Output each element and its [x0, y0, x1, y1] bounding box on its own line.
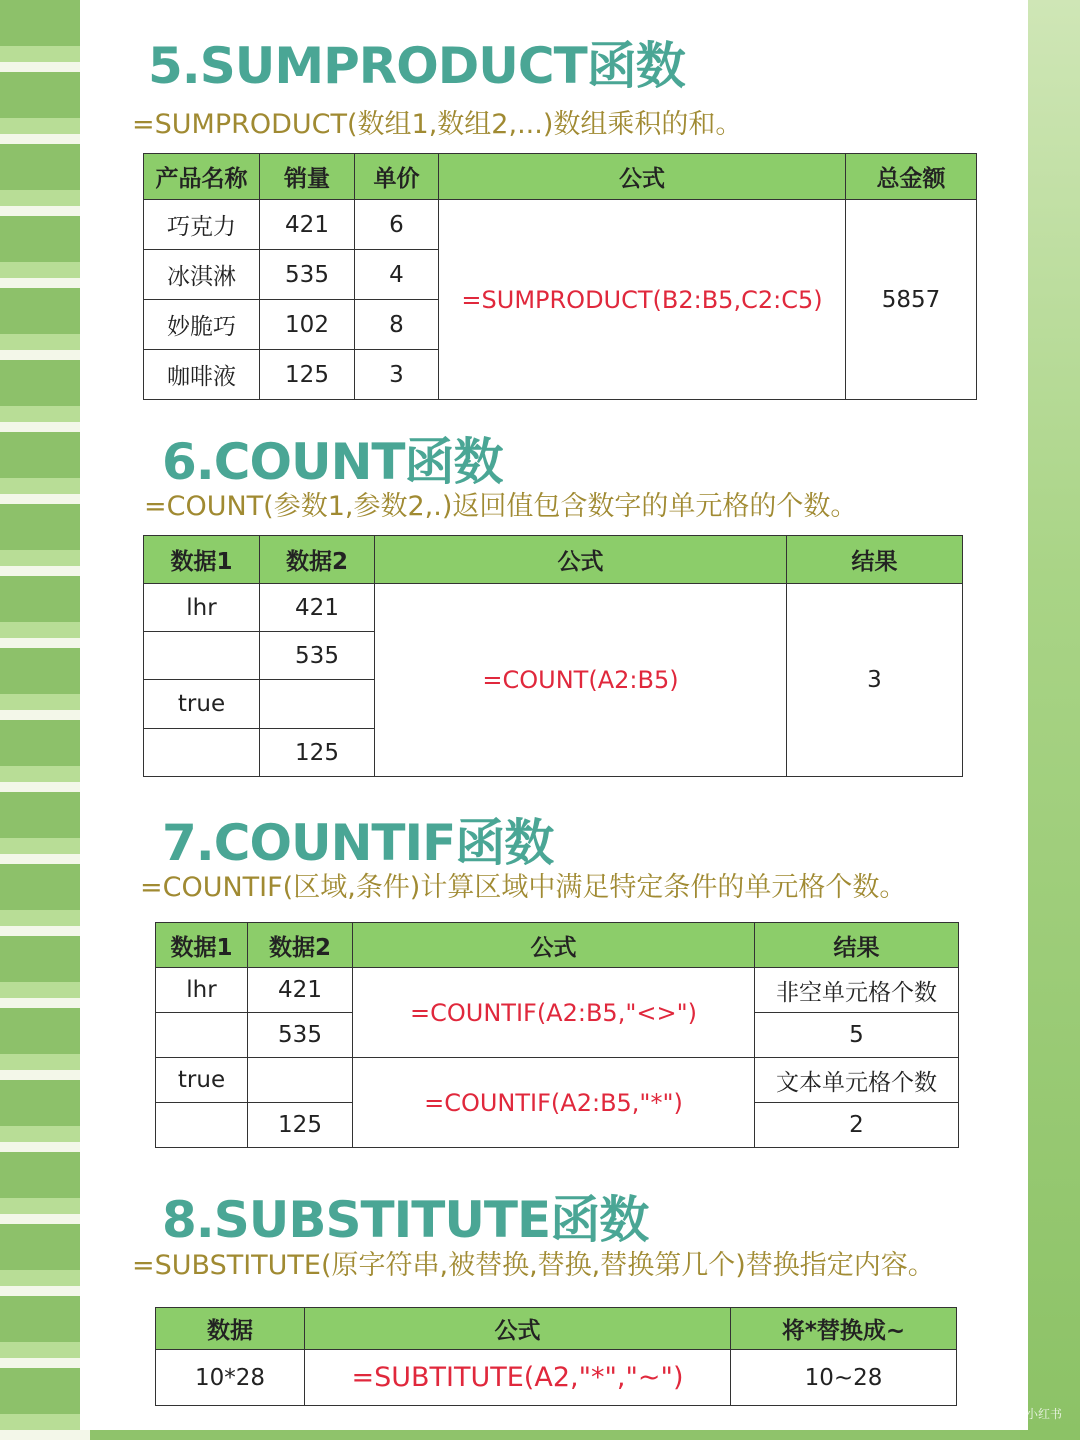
s5-table — [143, 153, 977, 400]
s6-cell — [144, 729, 260, 777]
s7-description: =COUNTIF(区域,条件)计算区域中满足特定条件的单元格个数。 — [140, 872, 907, 903]
s6-cell: 125 — [260, 729, 375, 777]
s5-header: 总金额 — [846, 154, 977, 200]
right-decoration — [1020, 0, 1080, 1440]
s7-cell: lhr — [156, 968, 248, 1013]
s6-header: 公式 — [375, 536, 787, 584]
s6-cell: true — [144, 680, 260, 729]
s8-header: 数据 — [156, 1308, 305, 1350]
s5-header: 单价 — [355, 154, 439, 200]
s7-header: 数据1 — [156, 923, 248, 968]
s8-title: 8.SUBSTITUTE函数 — [162, 1191, 649, 1249]
s6-formula: =COUNT(A2:B5) — [375, 584, 787, 777]
s7-result-1: 5 — [755, 1013, 959, 1058]
s6-title: 6.COUNT函数 — [162, 433, 503, 491]
s6-header: 数据2 — [260, 536, 375, 584]
s7-cell: 535 — [248, 1013, 353, 1058]
s6-cell — [144, 632, 260, 680]
s8-header: 公式 — [305, 1308, 731, 1350]
s7-result-2: 2 — [755, 1103, 959, 1148]
s8-result: 10~28 — [731, 1350, 957, 1406]
s5-description: =SUMPRODUCT(数组1,数组2,...)数组乘积的和。 — [132, 109, 743, 140]
s7-header: 公式 — [353, 923, 755, 968]
s5-cell: 421 — [260, 200, 355, 250]
s5-cell: 8 — [355, 300, 439, 350]
s5-cell: 3 — [355, 350, 439, 400]
s7-title: 7.COUNTIF函数 — [162, 814, 554, 872]
s8-formula: =SUBTITUTE(A2,"*","~") — [305, 1350, 731, 1406]
s5-cell: 冰淇淋 — [144, 250, 260, 300]
s7-formula-2: =COUNTIF(A2:B5,"*") — [353, 1058, 755, 1148]
s6-result: 3 — [787, 584, 963, 777]
s7-cell: 421 — [248, 968, 353, 1013]
s8-description: =SUBSTITUTE(原字符串,被替换,替换,替换第几个)替换指定内容。 — [132, 1250, 935, 1281]
left-decoration — [0, 0, 90, 1440]
s5-cell: 巧克力 — [144, 200, 260, 250]
s6-description: =COUNT(参数1,参数2,.)返回值包含数字的单元格的个数。 — [144, 491, 858, 522]
s8-table — [155, 1307, 957, 1406]
s6-cell: 535 — [260, 632, 375, 680]
s5-result: 5857 — [846, 200, 977, 400]
content-card — [80, 0, 1028, 1430]
s5-cell: 咖啡液 — [144, 350, 260, 400]
s5-header: 公式 — [439, 154, 846, 200]
s7-header: 数据2 — [248, 923, 353, 968]
s7-label-1: 非空单元格个数 — [755, 968, 959, 1013]
s5-formula: =SUMPRODUCT(B2:B5,C2:C5) — [439, 200, 846, 400]
s6-header: 结果 — [787, 536, 963, 584]
s5-cell: 535 — [260, 250, 355, 300]
s5-cell: 妙脆巧 — [144, 300, 260, 350]
s5-header: 销量 — [260, 154, 355, 200]
s8-header: 将*替换成~ — [731, 1308, 957, 1350]
s5-cell: 125 — [260, 350, 355, 400]
s8-data: 10*28 — [156, 1350, 305, 1406]
s6-cell — [260, 680, 375, 729]
s5-cell: 102 — [260, 300, 355, 350]
s6-table — [143, 535, 963, 777]
s7-cell: 125 — [248, 1103, 353, 1148]
s7-cell: true — [156, 1058, 248, 1103]
watermark: 小红书 — [1025, 1407, 1062, 1421]
s7-header: 结果 — [755, 923, 959, 968]
s5-title: 5.SUMPRODUCT函数 — [148, 37, 685, 95]
s7-cell — [156, 1013, 248, 1058]
s6-header: 数据1 — [144, 536, 260, 584]
s5-cell: 4 — [355, 250, 439, 300]
s7-formula-1: =COUNTIF(A2:B5,"<>") — [353, 968, 755, 1058]
s5-header: 产品名称 — [144, 154, 260, 200]
s7-cell — [156, 1103, 248, 1148]
s7-label-2: 文本单元格个数 — [755, 1058, 959, 1103]
s6-cell: lhr — [144, 584, 260, 632]
s7-cell — [248, 1058, 353, 1103]
s6-cell: 421 — [260, 584, 375, 632]
s5-cell: 6 — [355, 200, 439, 250]
s7-table — [155, 922, 959, 1148]
